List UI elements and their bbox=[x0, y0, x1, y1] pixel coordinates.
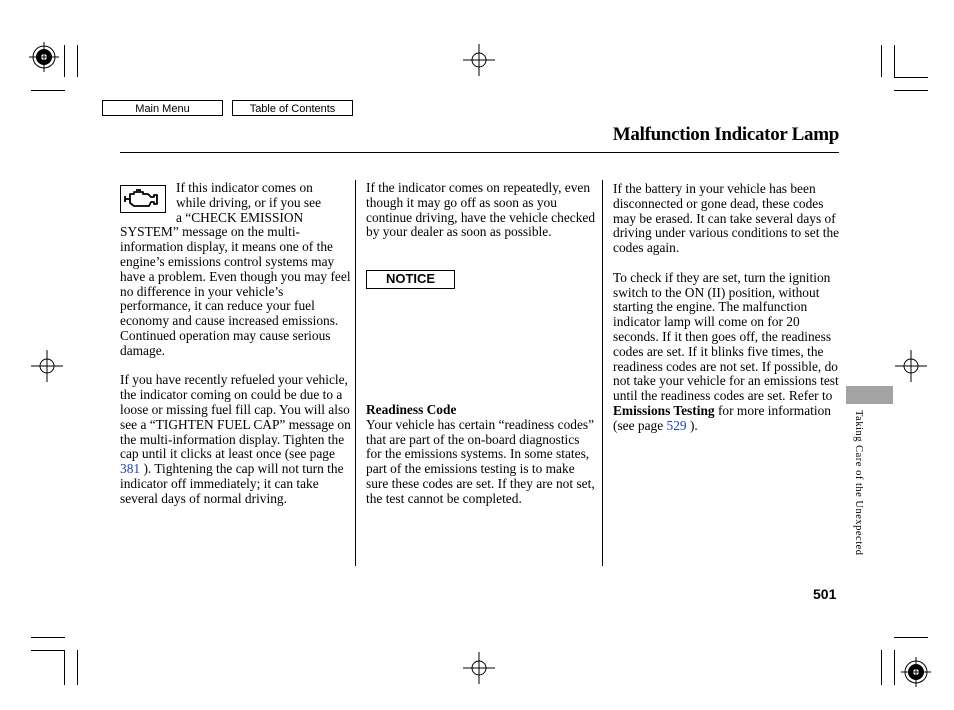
crosshair-icon bbox=[31, 350, 63, 382]
section-tab-marker bbox=[846, 386, 893, 404]
column-1 bbox=[120, 181, 352, 507]
registration-target-icon bbox=[28, 41, 60, 73]
emphasis-text: Emissions Testing bbox=[613, 402, 715, 418]
column-2 bbox=[366, 181, 596, 240]
paragraph bbox=[613, 271, 841, 434]
paragraph-text: To check if they are set, turn the ignition switch to the ON (II) position, without starting the engine. The malfunction indicator lamp will come on for 20 seconds. If it then goes off, the readiness codes are set. If it blinks five times, the readiness codes are not set. If possible, do not take your vehicle for an emissions test until the readiness codes are set. Refer to bbox=[613, 269, 839, 404]
page-number: 501 bbox=[813, 586, 837, 602]
main-menu-button[interactable]: Main Menu bbox=[102, 100, 223, 116]
paragraph: If the battery in your vehicle has been disconnected or gone dead, these codes may be erased. It can take several days of driving under various conditions to set the codes again. bbox=[613, 181, 840, 256]
notice-badge: NOTICE bbox=[366, 270, 455, 289]
crosshair-icon bbox=[463, 652, 495, 684]
paragraph-text: ). Tightening the cap will not turn the indicator off immediately; it can take several days of normal driving. bbox=[120, 461, 344, 506]
title-rule bbox=[120, 152, 839, 153]
section-heading: Readiness Code bbox=[366, 402, 457, 417]
page-link-381[interactable]: 381 bbox=[120, 461, 141, 477]
column-divider bbox=[602, 180, 603, 566]
paragraph-text: for more information (see page bbox=[613, 402, 831, 433]
table-of-contents-button[interactable]: Table of Contents bbox=[232, 100, 353, 116]
section-tab-label: Taking Care of the Unexpected bbox=[853, 410, 864, 556]
column-divider bbox=[355, 180, 356, 566]
paragraph bbox=[120, 373, 352, 506]
paragraph-text: ). bbox=[686, 417, 698, 433]
crosshair-icon bbox=[895, 350, 927, 382]
paragraph: If the indicator comes on repeatedly, even though it may go off as soon as you continue driving, have the vehicle checked by your dealer as soon as possible. bbox=[366, 180, 596, 240]
paragraph-text: If you have recently refueled your vehicle, the indicator coming on could be due to a loose or missing fuel fill cap. You will also see a “TIGHTEN FUEL CAP” message on the multi-information display. Tighten the cap until it clicks at least once (see page bbox=[120, 372, 351, 462]
paragraph: Your vehicle has certain “readiness codes” that are part of the on-board diagnostics for the emissions systems. In some states, part of the emissions testing is to make sure these codes are set. If they are not set, the test cannot be completed. bbox=[366, 416, 595, 506]
text-line: a “CHECK EMISSION bbox=[176, 209, 304, 225]
column-2-lower bbox=[366, 403, 596, 507]
text-line: If this indicator comes on bbox=[176, 180, 313, 195]
paragraph: SYSTEM” message on the multi-information display, it means one of the engine’s emissions control systems may have a problem. Even though you may feel no difference in your vehicle’s performance, it can reduce your fuel economy and cause increased emissions. Continued operation may cause serious damage. bbox=[120, 224, 351, 358]
text-line: while driving, or if you see bbox=[176, 194, 322, 210]
page-link-529[interactable]: 529 bbox=[666, 417, 687, 433]
registration-target-icon bbox=[900, 656, 932, 688]
column-3 bbox=[613, 182, 841, 434]
crosshair-icon bbox=[463, 44, 495, 76]
page-title: Malfunction Indicator Lamp bbox=[612, 124, 839, 145]
